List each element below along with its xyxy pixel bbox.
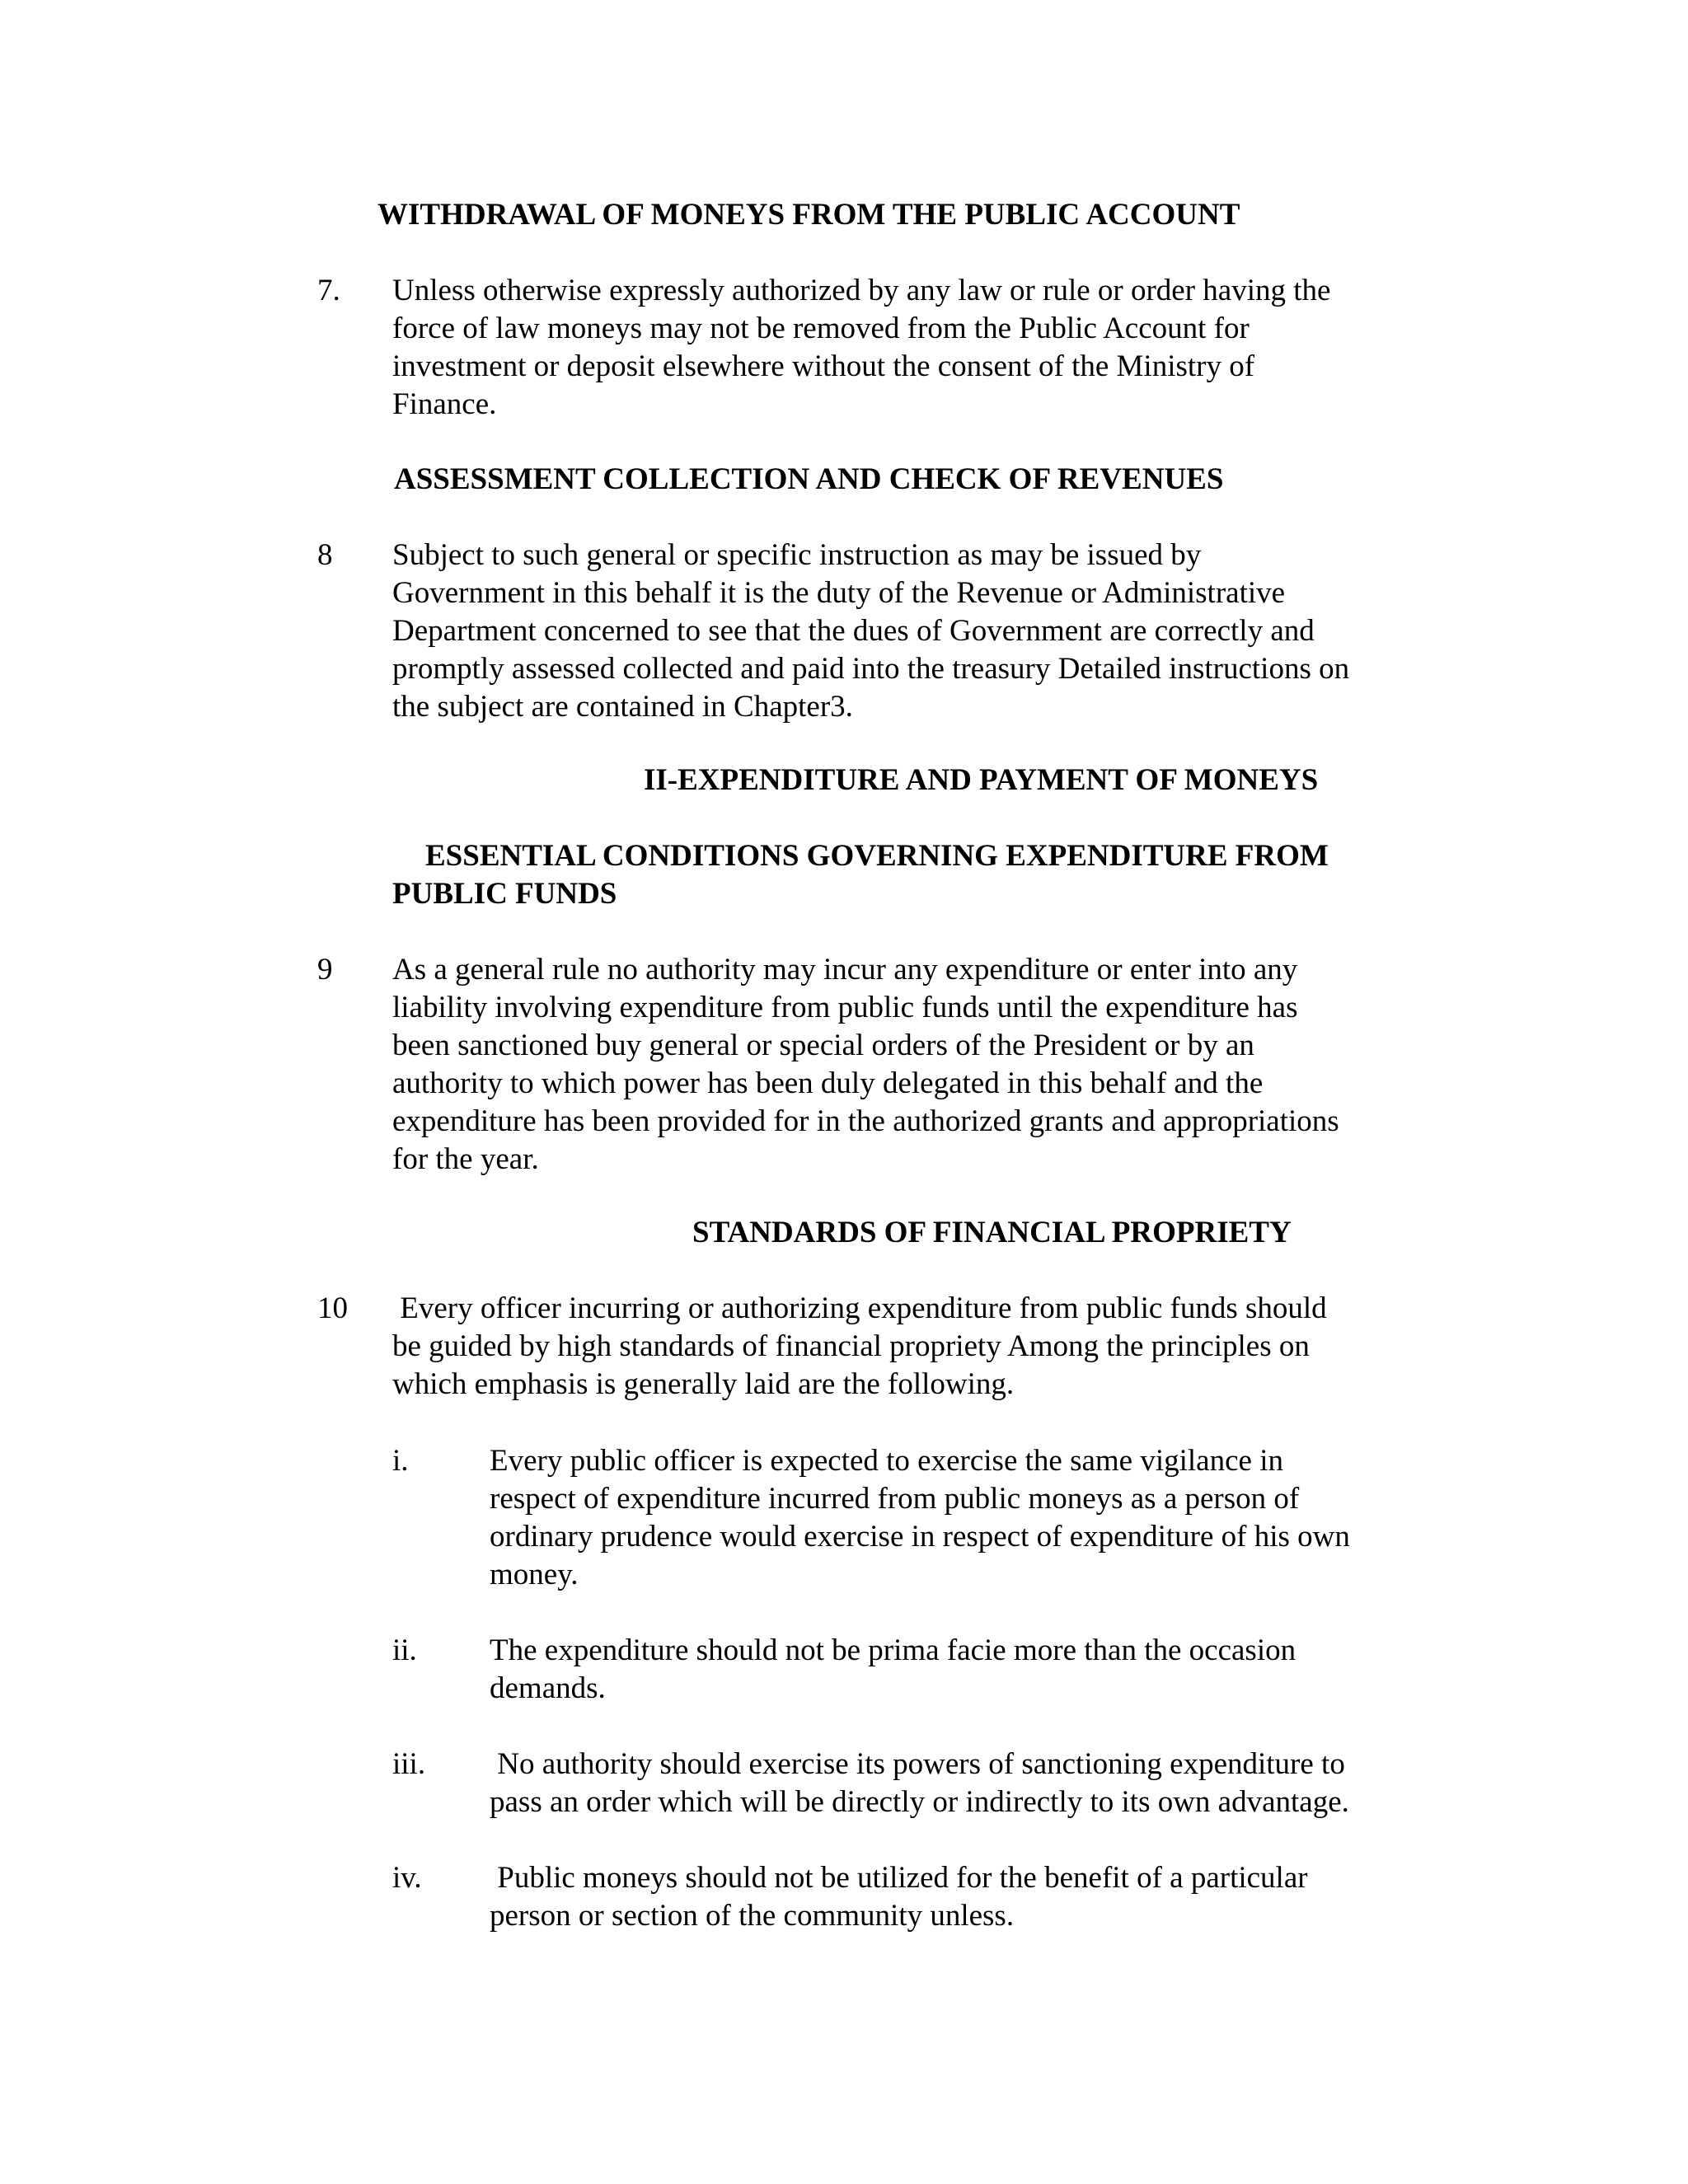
rule-9-line: authority to which power has been duly delegated in this behalf and the (392, 1066, 1264, 1100)
principle-i-line: respect of expenditure incurred from public moneys as a person of (490, 1482, 1300, 1516)
rule-10-text (392, 1290, 1327, 1404)
principle-iii-line: pass an order which will be directly or indirectly to its own advantage. (490, 1785, 1349, 1819)
principle-i-line: ordinary prudence would exercise in respect of expenditure of his own (490, 1520, 1350, 1554)
rule-number-10: 10 (317, 1291, 348, 1325)
rule-10-line: Every officer incurring or authorizing expenditure from public funds should (392, 1291, 1327, 1325)
principle-marker-ii: ii. (392, 1633, 417, 1667)
principle-iii-text (490, 1746, 1349, 1821)
section-heading-withdrawal: WITHDRAWAL OF MONEYS FROM THE PUBLIC ACCOUNT (377, 198, 1240, 232)
principle-marker-iii: iii. (392, 1747, 426, 1781)
principle-iv-line: Public moneys should not be utilized for the benefit of a particular (490, 1861, 1308, 1895)
section-heading-essential-conditions-cont: PUBLIC FUNDS (392, 877, 617, 911)
rule-7-line: Unless otherwise expressly authorized by any law or rule or order having the (392, 274, 1331, 307)
principle-marker-i: i. (392, 1444, 409, 1478)
rule-8-text (392, 537, 1349, 726)
rule-7-line: Finance. (392, 387, 497, 421)
rule-number-8: 8 (317, 538, 333, 572)
rule-number-9: 9 (317, 953, 333, 987)
rule-10-line: be guided by high standards of financial propriety Among the principles on (392, 1329, 1310, 1363)
rule-9-line: liability involving expenditure from public funds until the expenditure has (392, 991, 1298, 1024)
rule-10-line: which emphasis is generally laid are the following. (392, 1367, 1015, 1401)
principle-i-line: Every public officer is expected to exercise the same vigilance in (490, 1444, 1283, 1478)
principle-ii-text (490, 1632, 1296, 1708)
principle-ii-line: demands. (490, 1671, 606, 1705)
principle-iii-line: No authority should exercise its powers of sanctioning expenditure to (490, 1747, 1345, 1781)
principle-ii-line: The expenditure should not be prima facie more than the occasion (490, 1633, 1296, 1667)
rule-8-line: the subject are contained in Chapter3. (392, 690, 853, 724)
rule-8-line: promptly assessed collected and paid into the treasury Detailed instructions on (392, 652, 1350, 686)
principle-i-line: money. (490, 1558, 579, 1591)
rule-8-line: Subject to such general or specific instruction as may be issued by (392, 538, 1202, 572)
rule-7-text (392, 272, 1330, 424)
rule-9-line: for the year. (392, 1142, 539, 1176)
rule-number-7: 7. (317, 274, 340, 307)
section-heading-assessment: ASSESSMENT COLLECTION AND CHECK OF REVENUES (394, 462, 1224, 496)
principle-marker-iv: iv. (392, 1861, 422, 1895)
rule-8-line: Department concerned to see that the dues of Government are correctly and (392, 614, 1315, 648)
rule-9-line: expenditure has been provided for in the authorized grants and appropriations (392, 1104, 1339, 1138)
part-heading-expenditure: II-EXPENDITURE AND PAYMENT OF MONEYS (644, 763, 1319, 797)
section-heading-essential-conditions: ESSENTIAL CONDITIONS GOVERNING EXPENDITURE FROM (425, 839, 1329, 873)
rule-9-line: been sanctioned buy general or special orders of the President or by an (392, 1029, 1254, 1062)
rule-7-line: force of law moneys may not be removed from the Public Account for (392, 312, 1250, 345)
principle-iv-text (490, 1859, 1308, 1935)
rule-9-text (392, 951, 1339, 1179)
rule-7-line: investment or deposit elsewhere without the consent of the Ministry of (392, 349, 1255, 383)
principle-i-text (490, 1442, 1350, 1594)
section-heading-financial-propriety: STANDARDS OF FINANCIAL PROPRIETY (692, 1216, 1292, 1249)
rule-9-line: As a general rule no authority may incur any expenditure or enter into any (392, 953, 1298, 987)
rule-8-line: Government in this behalf it is the duty of the Revenue or Administrative (392, 576, 1286, 610)
principle-iv-line: person or section of the community unless. (490, 1899, 1015, 1933)
